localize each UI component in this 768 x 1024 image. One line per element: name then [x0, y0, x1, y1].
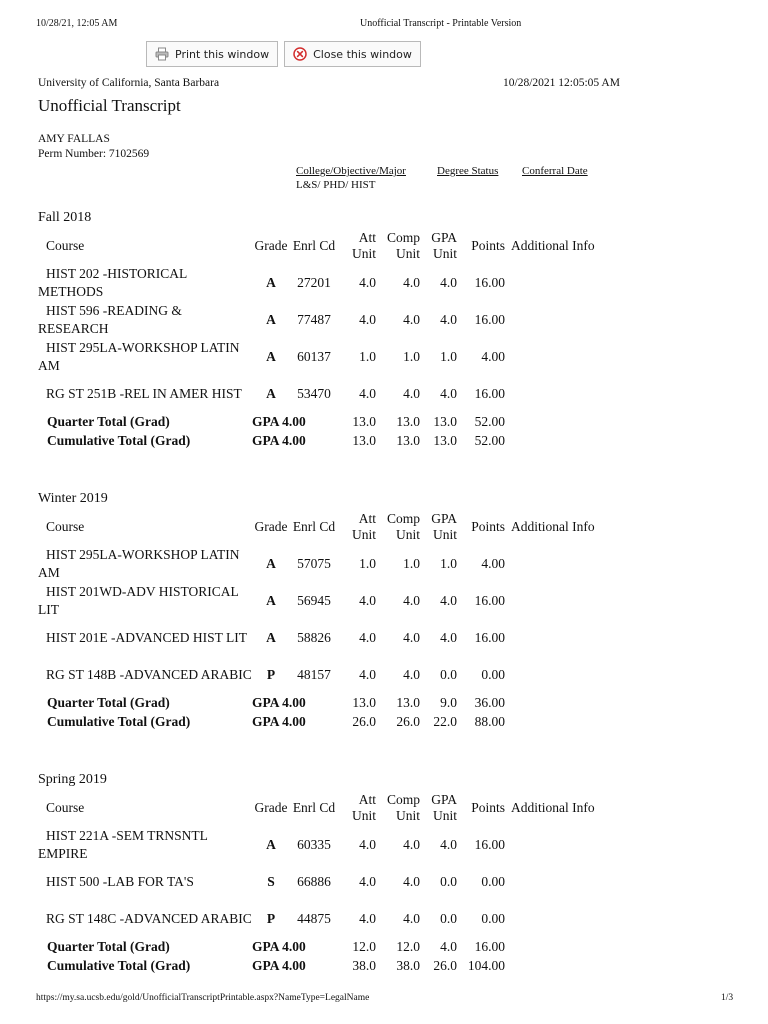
header-enrl-cd-line: Enrl Cd — [292, 519, 336, 534]
course-additional-info — [505, 863, 621, 900]
course-points: 16.00 — [474, 385, 505, 401]
total-gpa-unit: 13.0 — [433, 413, 457, 429]
course-grade: S — [267, 873, 275, 889]
total-att-unit: 13.0 — [352, 694, 376, 710]
course-additional-info — [505, 900, 621, 937]
course-enrl-cd: 27201 — [297, 274, 331, 290]
header-comp-unit-line: Unit — [395, 527, 420, 542]
generated-datetime: 10/28/2021 12:05:05 AM — [503, 77, 620, 89]
header-gpa-unit — [420, 790, 457, 826]
course-gpa-unit: 0.0 — [440, 666, 457, 682]
header-comp-unit-line: Comp — [386, 230, 420, 245]
header-grade — [252, 790, 290, 826]
course-additional-info — [505, 301, 621, 338]
footer-url: https://my.sa.ucsb.edu/gold/UnofficialTranscriptPrintable.aspx?NameType=LegalName — [36, 993, 370, 1003]
program-value: L&S/ PHD/ HIST — [296, 179, 376, 191]
course-grade: A — [266, 274, 276, 290]
header-comp-unit — [376, 790, 420, 826]
cumulative-total-row — [38, 712, 621, 731]
quarter-total-row — [38, 693, 621, 712]
course-att-unit: 4.0 — [359, 666, 376, 682]
table-row — [38, 863, 621, 900]
course-gpa-unit: 4.0 — [440, 311, 457, 327]
course-grade: A — [266, 311, 276, 327]
total-gpa: GPA 4.00 — [252, 413, 306, 429]
total-points: 88.00 — [474, 713, 505, 729]
course-comp-unit: 1.0 — [403, 348, 420, 364]
total-points: 52.00 — [474, 413, 505, 429]
course-gpa-unit: 4.0 — [440, 274, 457, 290]
header-additional-info — [505, 228, 621, 264]
course-points: 16.00 — [474, 629, 505, 645]
header-comp-unit — [376, 228, 420, 264]
course-name: RG ST 148C -ADVANCED ARABIC — [46, 910, 252, 926]
table-row — [38, 900, 621, 937]
total-comp-unit: 13.0 — [396, 413, 420, 429]
header-grade-line: Grade — [254, 519, 288, 534]
printer-icon — [155, 47, 169, 61]
header-att-unit-line: Att — [358, 511, 376, 526]
course-enrl-cd: 44875 — [297, 910, 331, 926]
table-header-row — [38, 509, 621, 545]
institution-name: University of California, Santa Barbara — [38, 77, 220, 89]
course-att-unit: 4.0 — [359, 592, 376, 608]
course-comp-unit: 4.0 — [403, 629, 420, 645]
header-att-unit-line: Unit — [351, 808, 376, 823]
table-row — [38, 301, 621, 338]
header-gpa-unit-line: GPA — [431, 511, 457, 526]
header-additional-info — [505, 509, 621, 545]
course-table — [38, 790, 621, 975]
conferral-date-header: Conferral Date — [522, 165, 588, 177]
total-comp-unit: 13.0 — [396, 432, 420, 448]
header-gpa-unit-line: Unit — [432, 527, 457, 542]
course-gpa-unit: 0.0 — [440, 910, 457, 926]
total-label: Cumulative Total (Grad) — [47, 957, 191, 973]
course-enrl-cd: 60335 — [297, 836, 331, 852]
cumulative-total-row — [38, 956, 621, 975]
header-additional-info-line: Additional Info — [511, 519, 595, 534]
course-grade: A — [266, 348, 276, 364]
course-points: 16.00 — [474, 592, 505, 608]
course-points: 4.00 — [481, 555, 505, 571]
total-label: Quarter Total (Grad) — [47, 413, 170, 429]
header-gpa-unit-line: Unit — [432, 808, 457, 823]
course-gpa-unit: 4.0 — [440, 385, 457, 401]
course-comp-unit: 1.0 — [403, 555, 420, 571]
header-course-line: Course — [46, 519, 85, 534]
course-additional-info — [505, 656, 621, 693]
print-page-title: Unofficial Transcript - Printable Version — [360, 18, 522, 29]
course-additional-info — [505, 826, 621, 863]
course-points: 4.00 — [481, 348, 505, 364]
header-enrl-cd-line: Enrl Cd — [292, 800, 336, 815]
table-row — [38, 582, 621, 619]
print-button[interactable] — [146, 41, 278, 67]
course-additional-info — [505, 582, 621, 619]
header-att-unit-line: Att — [358, 230, 376, 245]
total-att-unit: 38.0 — [352, 957, 376, 973]
course-enrl-cd: 60137 — [297, 348, 331, 364]
course-gpa-unit: 1.0 — [440, 348, 457, 364]
header-comp-unit-line: Comp — [386, 511, 420, 526]
course-grade: A — [266, 629, 276, 645]
total-gpa-unit: 9.0 — [440, 694, 457, 710]
course-additional-info — [505, 264, 621, 301]
header-course — [38, 509, 252, 545]
header-gpa-unit-line: GPA — [431, 230, 457, 245]
course-name: HIST 202 -HISTORICAL METHODS — [38, 265, 187, 299]
header-gpa-unit-line: GPA — [431, 792, 457, 807]
course-grade: A — [266, 555, 276, 571]
total-points: 52.00 — [474, 432, 505, 448]
total-att-unit: 13.0 — [352, 432, 376, 448]
header-enrl-cd — [290, 790, 338, 826]
course-name: HIST 201WD-ADV HISTORICAL LIT — [38, 583, 239, 617]
total-comp-unit: 12.0 — [396, 938, 420, 954]
total-att-unit: 26.0 — [352, 713, 376, 729]
close-button[interactable] — [284, 41, 421, 67]
table-row — [38, 826, 621, 863]
quarter-total-row — [38, 412, 621, 431]
total-additional-info — [505, 956, 621, 975]
course-comp-unit: 4.0 — [403, 311, 420, 327]
course-comp-unit: 4.0 — [403, 873, 420, 889]
table-row — [38, 619, 621, 656]
total-gpa: GPA 4.00 — [252, 938, 306, 954]
header-course — [38, 228, 252, 264]
course-grade: A — [266, 385, 276, 401]
header-gpa-unit — [420, 228, 457, 264]
total-gpa: GPA 4.00 — [252, 957, 306, 973]
header-comp-unit-line: Comp — [386, 792, 420, 807]
perm-number: Perm Number: 7102569 — [38, 148, 150, 160]
total-gpa-unit: 13.0 — [433, 432, 457, 448]
total-points: 36.00 — [474, 694, 505, 710]
total-additional-info — [505, 712, 621, 731]
course-gpa-unit: 0.0 — [440, 873, 457, 889]
course-points: 0.00 — [481, 910, 505, 926]
table-row — [38, 264, 621, 301]
header-att-unit-line: Unit — [351, 527, 376, 542]
total-additional-info — [505, 431, 621, 450]
degree-status-header: Degree Status — [437, 165, 499, 177]
header-points — [457, 228, 505, 264]
header-comp-unit-line: Unit — [395, 808, 420, 823]
header-points — [457, 509, 505, 545]
total-points: 16.00 — [474, 938, 505, 954]
total-additional-info — [505, 937, 621, 956]
document-title: Unofficial Transcript — [38, 96, 181, 115]
header-enrl-cd — [290, 509, 338, 545]
course-points: 16.00 — [474, 836, 505, 852]
quarter-total-row — [38, 937, 621, 956]
header-points-line: Points — [471, 800, 505, 815]
course-att-unit: 4.0 — [359, 629, 376, 645]
course-enrl-cd: 58826 — [297, 629, 331, 645]
header-grade — [252, 228, 290, 264]
total-comp-unit: 26.0 — [396, 713, 420, 729]
total-label: Quarter Total (Grad) — [47, 938, 170, 954]
header-att-unit-line: Unit — [351, 246, 376, 261]
cumulative-total-row — [38, 431, 621, 450]
course-points: 0.00 — [481, 666, 505, 682]
total-label: Cumulative Total (Grad) — [47, 432, 191, 448]
course-comp-unit: 4.0 — [403, 385, 420, 401]
toolbar — [146, 41, 421, 67]
course-gpa-unit: 4.0 — [440, 592, 457, 608]
header-grade-line: Grade — [254, 238, 288, 253]
course-gpa-unit: 4.0 — [440, 629, 457, 645]
header-additional-info-line: Additional Info — [511, 238, 595, 253]
college-objective-major-header: College/Objective/Major — [296, 165, 406, 177]
course-att-unit: 4.0 — [359, 274, 376, 290]
course-att-unit: 4.0 — [359, 873, 376, 889]
header-course-line: Course — [46, 238, 85, 253]
course-comp-unit: 4.0 — [403, 274, 420, 290]
course-additional-info — [505, 338, 621, 375]
header-grade-line: Grade — [254, 800, 288, 815]
course-name: RG ST 148B -ADVANCED ARABIC — [46, 666, 252, 682]
course-grade: A — [266, 836, 276, 852]
table-row — [38, 375, 621, 412]
header-additional-info-line: Additional Info — [511, 800, 595, 815]
total-gpa-unit: 4.0 — [440, 938, 457, 954]
total-additional-info — [505, 412, 621, 431]
total-additional-info — [505, 693, 621, 712]
course-att-unit: 4.0 — [359, 385, 376, 401]
total-label: Quarter Total (Grad) — [47, 694, 170, 710]
course-att-unit: 1.0 — [359, 555, 376, 571]
course-comp-unit: 4.0 — [403, 910, 420, 926]
course-grade: P — [266, 910, 276, 926]
total-att-unit: 12.0 — [352, 938, 376, 954]
header-comp-unit-line: Unit — [395, 246, 420, 261]
course-comp-unit: 4.0 — [403, 836, 420, 852]
course-comp-unit: 4.0 — [403, 666, 420, 682]
close-button-label: Close this window — [313, 47, 412, 61]
total-gpa-unit: 26.0 — [433, 957, 457, 973]
course-enrl-cd: 53470 — [297, 385, 331, 401]
total-gpa-unit: 22.0 — [433, 713, 457, 729]
term-title: Spring 2019 — [38, 772, 107, 787]
student-name: AMY FALLAS — [38, 133, 110, 145]
course-name: HIST 221A -SEM TRNSNTL EMPIRE — [38, 827, 208, 861]
course-name: HIST 500 -LAB FOR TA'S — [46, 873, 194, 889]
total-gpa: GPA 4.00 — [252, 694, 306, 710]
header-course — [38, 790, 252, 826]
course-gpa-unit: 4.0 — [440, 836, 457, 852]
close-circle-icon — [293, 47, 307, 61]
total-comp-unit: 38.0 — [396, 957, 420, 973]
course-points: 16.00 — [474, 274, 505, 290]
header-gpa-unit-line: Unit — [432, 246, 457, 261]
course-gpa-unit: 1.0 — [440, 555, 457, 571]
course-grade: P — [266, 666, 276, 682]
total-gpa: GPA 4.00 — [252, 432, 306, 448]
header-gpa-unit — [420, 509, 457, 545]
course-name: HIST 596 -READING & RESEARCH — [38, 302, 182, 336]
term-title: Winter 2019 — [38, 491, 108, 506]
header-att-unit-line: Att — [358, 792, 376, 807]
total-gpa: GPA 4.00 — [252, 713, 306, 729]
course-enrl-cd: 66886 — [297, 873, 331, 889]
course-att-unit: 4.0 — [359, 910, 376, 926]
table-row — [38, 656, 621, 693]
header-points — [457, 790, 505, 826]
total-comp-unit: 13.0 — [396, 694, 420, 710]
course-name: HIST 295LA-WORKSHOP LATIN AM — [38, 339, 240, 373]
course-att-unit: 4.0 — [359, 836, 376, 852]
footer-page-number: 1/3 — [721, 993, 734, 1003]
total-points: 104.00 — [467, 957, 505, 973]
table-row — [38, 338, 621, 375]
course-att-unit: 1.0 — [359, 348, 376, 364]
header-att-unit — [338, 509, 376, 545]
course-table — [38, 509, 621, 731]
total-label: Cumulative Total (Grad) — [47, 713, 191, 729]
course-table — [38, 228, 621, 450]
course-comp-unit: 4.0 — [403, 592, 420, 608]
course-enrl-cd: 56945 — [297, 592, 331, 608]
table-header-row — [38, 790, 621, 826]
course-enrl-cd: 77487 — [297, 311, 331, 327]
course-enrl-cd: 57075 — [297, 555, 331, 571]
course-name: HIST 201E -ADVANCED HIST LIT — [46, 629, 247, 645]
header-points-line: Points — [471, 238, 505, 253]
header-grade — [252, 509, 290, 545]
total-att-unit: 13.0 — [352, 413, 376, 429]
header-enrl-cd — [290, 228, 338, 264]
course-name: HIST 295LA-WORKSHOP LATIN AM — [38, 546, 240, 580]
table-row — [38, 545, 621, 582]
term-title: Fall 2018 — [38, 210, 92, 225]
course-grade: A — [266, 592, 276, 608]
header-course-line: Course — [46, 800, 85, 815]
course-additional-info — [505, 619, 621, 656]
course-enrl-cd: 48157 — [297, 666, 331, 682]
header-additional-info — [505, 790, 621, 826]
course-name: RG ST 251B -REL IN AMER HIST — [46, 385, 242, 401]
course-att-unit: 4.0 — [359, 311, 376, 327]
print-button-label: Print this window — [175, 47, 270, 61]
header-comp-unit — [376, 509, 420, 545]
header-enrl-cd-line: Enrl Cd — [292, 238, 336, 253]
course-additional-info — [505, 545, 621, 582]
header-att-unit — [338, 228, 376, 264]
header-att-unit — [338, 790, 376, 826]
header-points-line: Points — [471, 519, 505, 534]
print-datetime: 10/28/21, 12:05 AM — [36, 18, 118, 29]
course-points: 16.00 — [474, 311, 505, 327]
course-additional-info — [505, 375, 621, 412]
course-points: 0.00 — [481, 873, 505, 889]
table-header-row — [38, 228, 621, 264]
